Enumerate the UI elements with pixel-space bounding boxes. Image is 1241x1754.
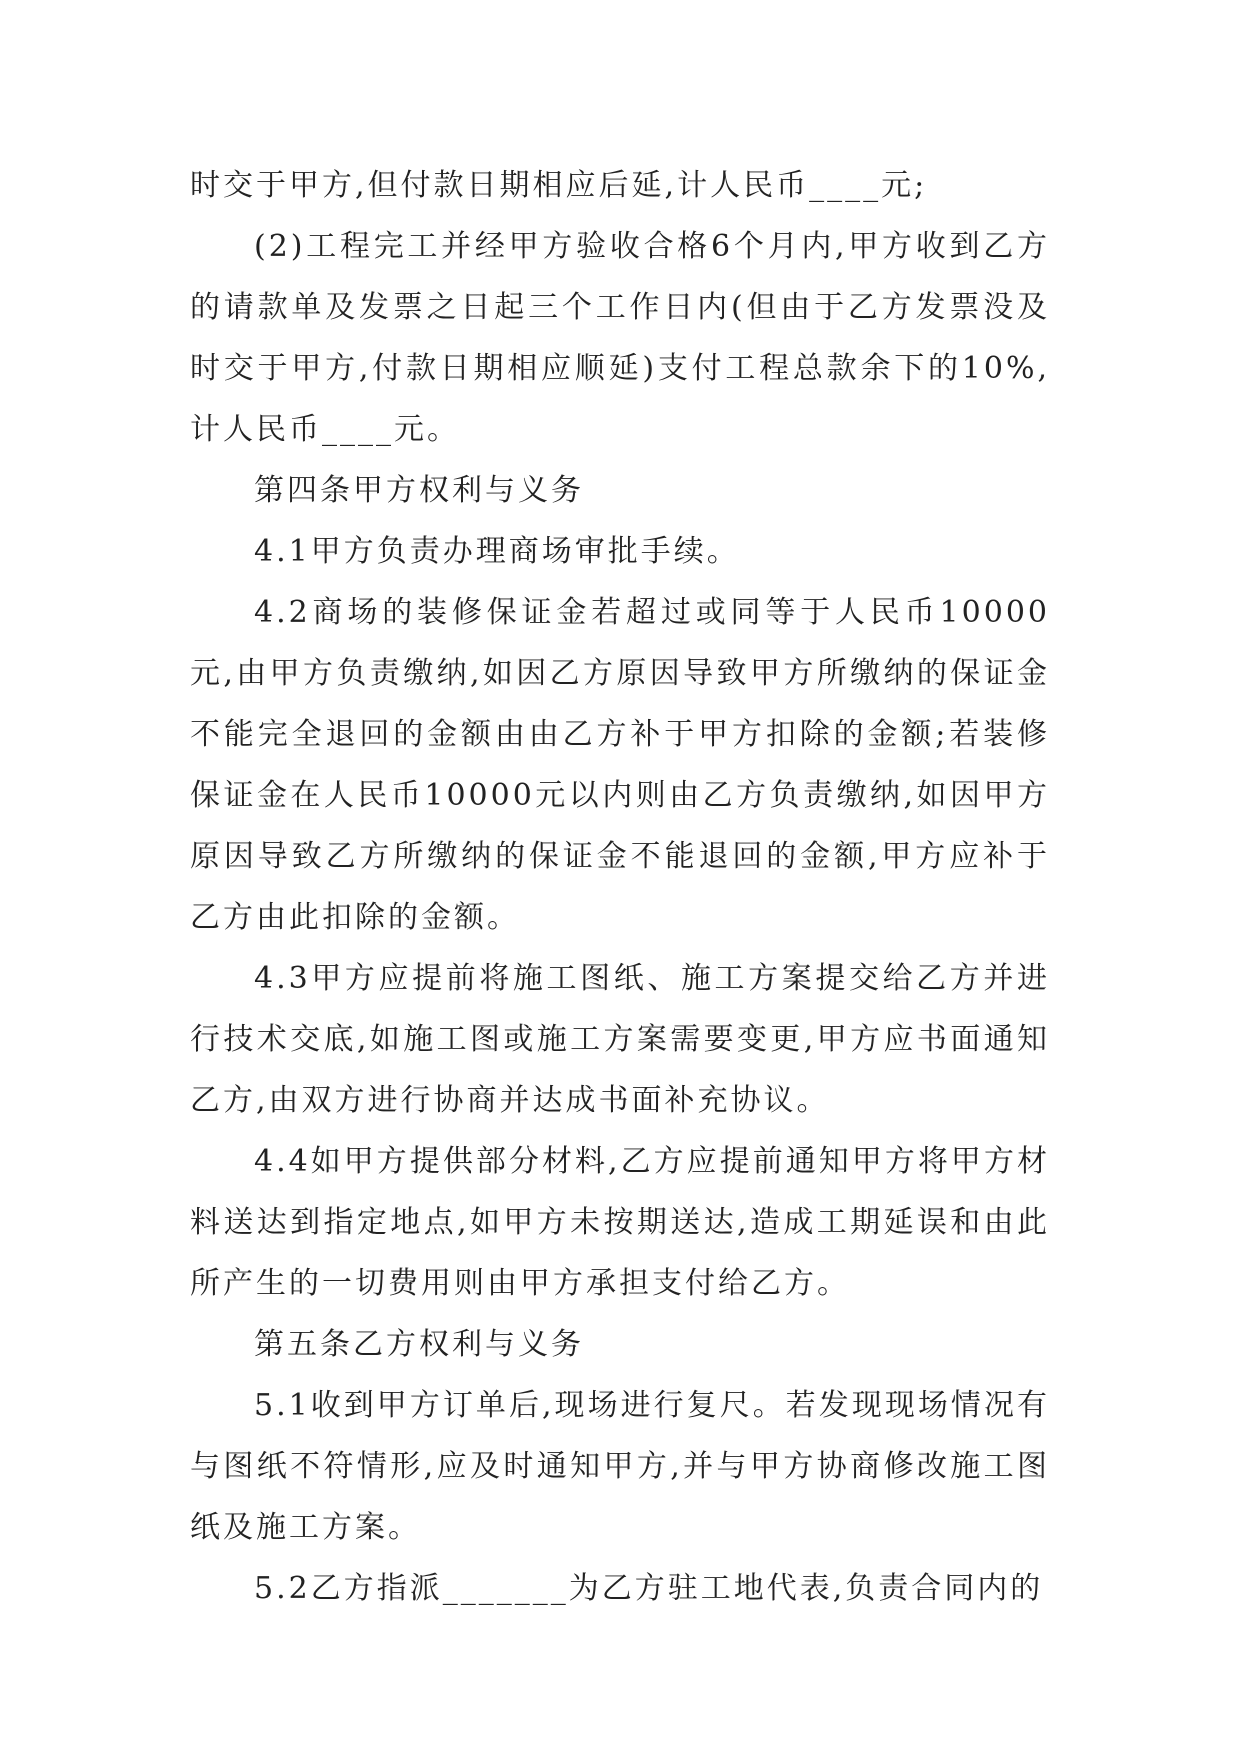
clause-5-2: 5.2乙方指派_______为乙方驻工地代表,负责合同内的 — [254, 1571, 1044, 1606]
paragraph-payment-clause-2: (2)工程完工并经甲方验收合格6个月内,甲方收到乙方的请款单及发票之日起三个工作日内(但由于乙方发票没及时交于甲方,付款日期相应顺延)支付工程总款余下的10%,计人民币____元。 — [190, 229, 1050, 447]
article-4-heading: 第四条甲方权利与义务 — [254, 473, 584, 508]
article-5-heading: 第五条乙方权利与义务 — [254, 1327, 584, 1362]
clause-4-4: 4.4如甲方提供部分材料,乙方应提前通知甲方将甲方材料送达到指定地点,如甲方未按期送达,造成工期延误和由此所产生的一切费用则由甲方承担支付给乙方。 — [190, 1144, 1050, 1301]
clause-5-1: 5.1收到甲方订单后,现场进行复尺。若发现现场情况有与图纸不符情形,应及时通知甲方,并与甲方协商修改施工图纸及施工方案。 — [190, 1388, 1050, 1545]
clause-4-2: 4.2商场的装修保证金若超过或同等于人民币10000元,由甲方负责缴纳,如因乙方原因导致甲方所缴纳的保证金不能完全退回的金额由由乙方补于甲方扣除的金额;若装修保证金在人民币10000元以内则由乙方负责缴纳,如因甲方原因导致乙方所缴纳的保证金不能退回的金额,甲方应补于乙方由此扣除的金额。 — [190, 595, 1050, 935]
paragraph-payment-continuation: 时交于甲方,但付款日期相应后延,计人民币____元; — [190, 168, 928, 203]
clause-4-1: 4.1甲方负责办理商场审批手续。 — [254, 534, 740, 569]
clause-4-3: 4.3甲方应提前将施工图纸、施工方案提交给乙方并进行技术交底,如施工图或施工方案需要变更,甲方应书面通知乙方,由双方进行协商并达成书面补充协议。 — [190, 961, 1050, 1118]
document-body — [190, 155, 1050, 1619]
